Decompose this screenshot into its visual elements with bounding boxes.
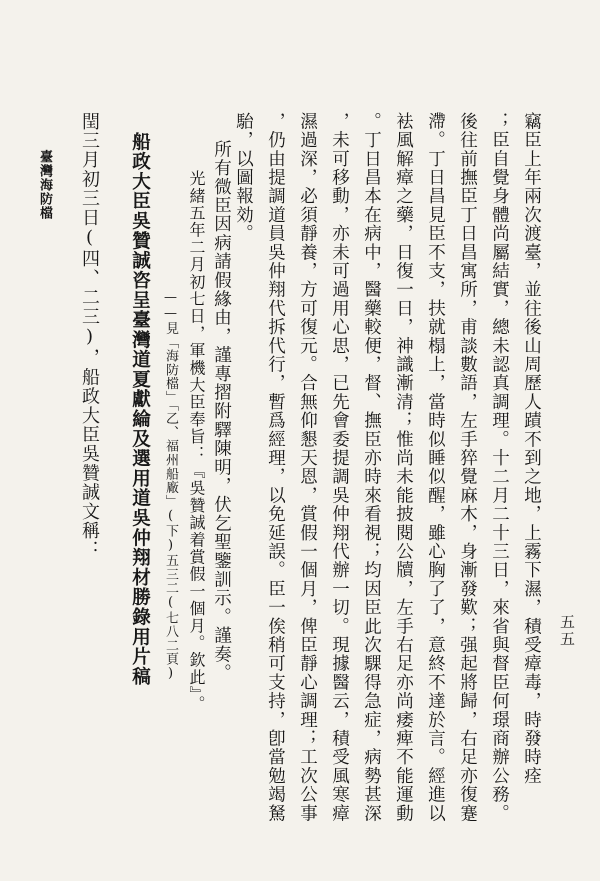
text-column-1: 竊臣上年兩次渡臺，並往後山周歷人蹟不到之地，上霧下濕，積受瘴毒，時發時痊	[521, 112, 542, 786]
running-header: 臺灣海防檔	[37, 150, 52, 220]
text-column-9: ，仍由提調道員吳仲翔代拆代行，暫爲經理，以免延誤。臣一俟稍可支持，卽當勉竭駑	[265, 112, 286, 823]
imperial-edict: 光緒五年二月初七日，軍機大臣奉旨：『吳贊誠着賞假一個月。欽此』。	[187, 170, 206, 713]
text-column-5: 袪風解瘴之藥，日復一日，神識漸清；惟尚未能披閱公牘，左手右足亦尚痿痺不能運動	[393, 112, 414, 823]
page-number: 五五	[558, 614, 576, 648]
text-column-2: ；臣自覺身體尚屬結實，總未認真調理。十二月二十三日，來省與督臣何璟商辦公務。	[489, 112, 510, 823]
text-column-6: 。丁日昌本在病中，醫藥較便，督、撫臣亦時來看視；均因臣此次騍得急症，病勢甚深	[361, 112, 382, 823]
text-column-11: 所有微臣因病請假緣由，謹專摺附驛陳明，伏乞聖鑒訓示。謹奏。	[211, 140, 232, 683]
text-column-4: 滯。丁日昌見臣不支，扶就榻上，當時似睡似醒，雖心胸了了，意終不達於言。經進以	[425, 112, 446, 823]
text-column-8: 濕過深，必須靜養，方可復元。合無仰懇天恩，賞假一個月，俾臣靜心調理；工次公事	[297, 112, 318, 823]
text-column-10: 駘，以圖報効。	[233, 112, 254, 243]
document-date: 閏三月初三日(四、二三)，船政大臣吳贊誠文稱：	[79, 112, 100, 560]
source-note: ——見「海防檔」「乙、福州船廠」(下)五三二(七八二頁)	[163, 290, 178, 682]
document-title: 船政大臣吳贊誠咨呈臺灣道夏獻綸及選用道吳仲翔材勝錄用片稿	[129, 132, 151, 687]
text-column-3: 後往前撫臣丁日昌寓所，甫談數語，左手猝覺麻木，身漸發歎；强起將歸，右足亦復蹇	[457, 112, 478, 823]
text-column-7: ，未可移動，亦未可過用心思，已先會委提調吳仲翔代辦一切。現據醫云，積受風寒瘴	[329, 112, 350, 823]
